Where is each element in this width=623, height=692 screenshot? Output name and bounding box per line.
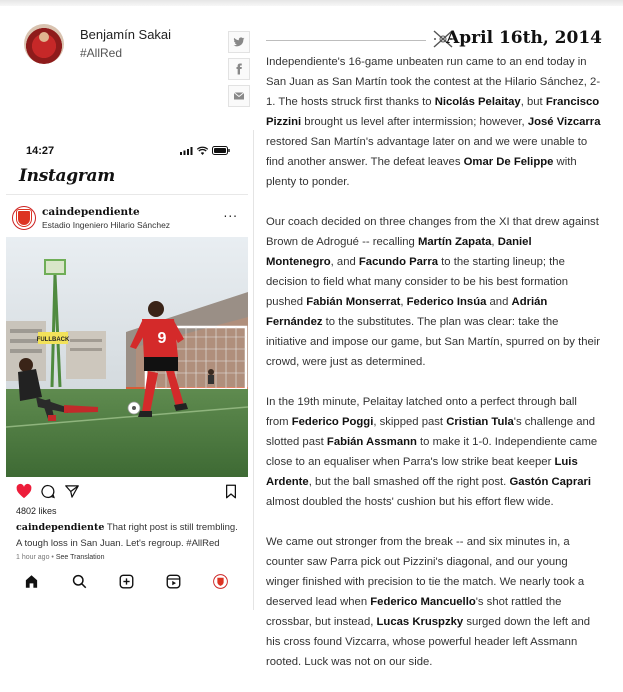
paragraph-text: to the substitutes. The plan was clear: take the initiative and impose our game, but San Martín, spurred on by their crowd, were just as determined. (266, 316, 601, 368)
author-name: Benjamín Sakai (80, 27, 172, 42)
paragraph-text: , skipped past (373, 416, 447, 428)
post-location[interactable]: Estadio Ingeniero Hilario Sánchez (42, 220, 171, 230)
jersey-number: 9 (157, 330, 167, 347)
caption-text: That right post is still trembling. A tough loss in San Juan. Let's regroup. #AllRed (16, 522, 238, 549)
instagram-post-card (6, 142, 248, 597)
article-body (266, 52, 602, 692)
phone-status-bar (6, 142, 248, 160)
player-name: Adrián Fernández (266, 296, 548, 328)
player-name: Gastón Caprari (509, 476, 592, 488)
article-paragraph (266, 392, 602, 512)
date-rule (266, 40, 426, 41)
see-translation-link[interactable]: See Translation (55, 554, 105, 561)
paragraph-text: , but (520, 96, 546, 108)
author-handle[interactable]: #AllRed (80, 46, 123, 60)
paragraph-text: surged down the left and his cross found Vizcarra, whose powerful header left Assmann rooted. Luck was not on our side. (266, 616, 591, 668)
bookmark-icon[interactable] (224, 484, 238, 499)
article-paragraph (266, 532, 602, 672)
share-send-icon[interactable] (64, 484, 80, 499)
author-block (24, 24, 171, 64)
paragraph-text: , and (330, 256, 359, 268)
player-name: José Vizcarra (527, 116, 601, 128)
paragraph-text: , (400, 296, 407, 308)
mail-icon (233, 90, 245, 102)
paragraph-text: In the 19th minute, Pelaitay latched onto a perfect through ball from (266, 396, 577, 428)
create-post-icon[interactable] (119, 574, 134, 589)
facebook-share-button[interactable] (228, 58, 250, 80)
paragraph-text: almost doubled the hosts' cushion but his effort flew wide. (266, 496, 554, 508)
facebook-icon (233, 63, 245, 75)
post-header (12, 206, 248, 232)
instagram-bottom-nav (6, 572, 248, 594)
meta-separator: • (49, 554, 56, 561)
more-options-icon[interactable]: ... (223, 206, 238, 220)
article-date: April 16th, 2014 (446, 28, 602, 48)
player-name: Francisco Pizzini (266, 96, 600, 128)
paragraph-text: , (491, 236, 498, 248)
wifi-icon (197, 147, 208, 155)
match-photo-illustration (6, 237, 248, 477)
paragraph-text: restored San Martín's advantage later on and we were unable to find another answer. The defeat leaves (266, 136, 588, 168)
article-paragraph (266, 212, 602, 372)
paragraph-text: to make it 1-0. Independiente came close to an equaliser when Parra's low strike beat keeper (266, 436, 598, 468)
paragraph-text: to the starting lineup; the decision to field what many consider to be his best formation pushed (266, 256, 569, 308)
post-actions (16, 484, 240, 502)
paragraph-text: with plenty to ponder. (266, 156, 577, 188)
profile-club-icon[interactable] (213, 574, 228, 589)
share-buttons (228, 31, 250, 112)
player-name: Cristian Tula (446, 416, 514, 428)
article-paragraph (266, 52, 602, 192)
paragraph-text: 's challenge and slotted past (266, 416, 596, 448)
home-icon[interactable] (24, 574, 39, 589)
player-name: Facundo Parra (358, 256, 439, 268)
column-divider (253, 130, 254, 610)
top-shadow-bar (0, 0, 623, 6)
player-name: Omar De Felippe (463, 156, 554, 168)
author-avatar[interactable] (24, 24, 64, 64)
twitter-share-button[interactable] (228, 31, 250, 53)
player-name: Fabián Monserrat (306, 296, 401, 308)
player-name: Lucas Kruspzky (376, 616, 464, 628)
paragraph-text: and (486, 296, 512, 308)
player-name: Federico Mancuello (370, 596, 476, 608)
post-meta (16, 554, 104, 561)
article-date-row (266, 28, 602, 50)
email-share-button[interactable] (228, 85, 250, 107)
header-separator (6, 194, 248, 195)
signal-icon (180, 147, 193, 155)
paragraph-text: Independiente's 16-game unbeaten run came to an end today in San Juan as San Martín took the contest at the Hilario Sánchez, 2-1. The hosts struck first thanks to (266, 56, 601, 108)
twitter-icon (233, 36, 245, 48)
club-avatar[interactable] (12, 206, 36, 230)
billboard-text: FULLBACK (36, 337, 70, 343)
player-name: Martín Zapata (417, 236, 492, 248)
paragraph-text: We came out stronger from the break -- and six minutes in, a counter saw Parra pick out Pizzini's diagonal, and our young winger finished with precision to tie the match. We nearly took a deserved lead when (266, 536, 585, 608)
heart-icon[interactable] (16, 484, 32, 499)
paragraph-text: , but the ball smashed off the right post. (308, 476, 510, 488)
reels-icon[interactable] (166, 574, 181, 589)
comment-icon[interactable] (40, 484, 56, 499)
paragraph-text: brought us level after intermission; however, (301, 116, 528, 128)
battery-icon (212, 146, 230, 155)
post-photo[interactable] (6, 237, 248, 477)
player-name: Daniel Montenegro (266, 236, 532, 268)
paragraph-text: Our coach decided on three changes from the XI that drew against Brown de Adrogué -- recalling (266, 216, 599, 248)
caption-username[interactable]: caindependiente (16, 522, 105, 533)
player-name: Fabián Assmann (326, 436, 417, 448)
search-icon[interactable] (72, 574, 87, 589)
post-time-ago: 1 hour ago (16, 554, 50, 561)
player-name: Federico Insúa (406, 296, 487, 308)
paragraph-text: 's shot rattled the crossbar, but instead, (266, 596, 562, 628)
post-caption (16, 520, 244, 552)
player-name: Federico Poggi (291, 416, 374, 428)
instagram-logo: Instagram (19, 166, 115, 186)
post-username[interactable]: caindependiente (42, 206, 140, 218)
player-name: Luis Ardente (266, 456, 578, 488)
likes-count[interactable]: 4802 likes (16, 506, 57, 516)
player-name: Nicolás Pelaitay (434, 96, 521, 108)
status-time: 14:27 (26, 145, 55, 157)
